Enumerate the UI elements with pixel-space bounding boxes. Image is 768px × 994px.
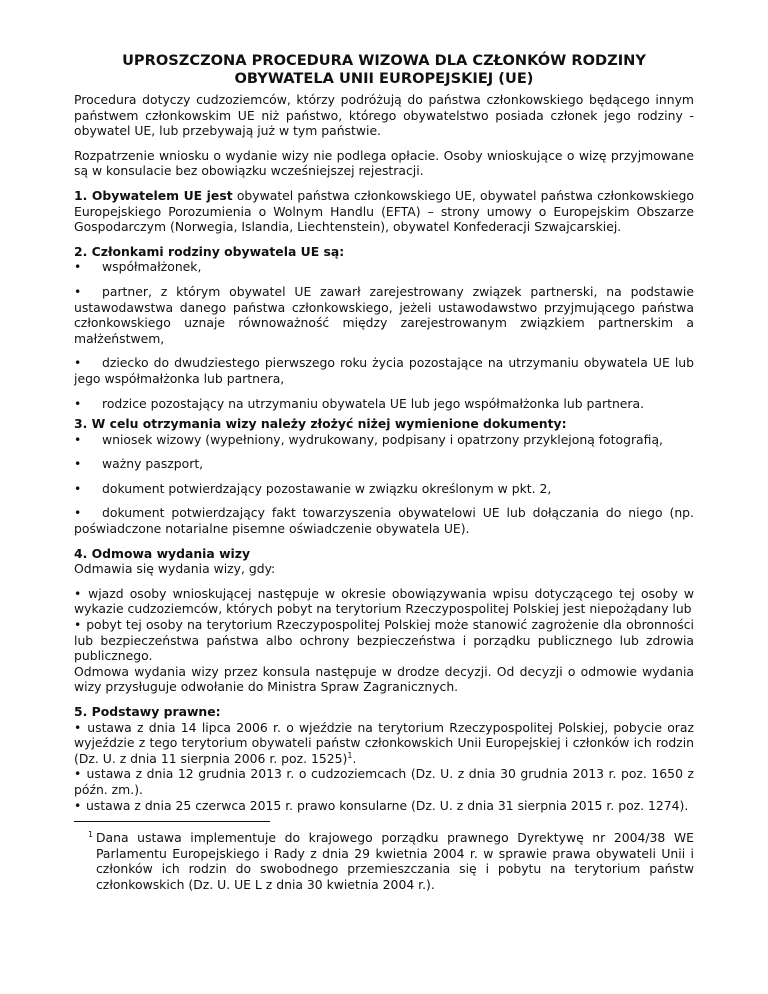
list-item-text: dokument potwierdzający fakt towarzyszenia obywatelowi UE lub dołączania do niego (np. poświadczone notarialne pisemne oświadczenie obywatela UE). xyxy=(74,505,694,537)
list-item xyxy=(74,766,694,797)
list-item xyxy=(74,284,694,346)
section-1-heading: 1. Obywatelem UE jest xyxy=(74,187,233,203)
list-item-text: pobyt tej osoby na terytorium Rzeczypospolitej Polskiej może stanowić zagrożenie dla obronności lub bezpieczeństwa państwa albo ochrony bezpieczeństwa i porządku publicznego lub zdrowia publicznego. xyxy=(74,617,694,664)
footnote-divider xyxy=(74,821,270,822)
footnote-text: Dana ustawa implementuje do krajowego porządku prawnego Dyrektywę nr 2004/38 WE Parlamentu Europejskiego i Rady z dnia 29 kwietnia 2004 r. w sprawie prawa obywateli Unii i członków ich rodzin do swobodnego przemieszczania się i pobytu na terytorium państw członkowskich (Dz. U. UE L z dnia 30 kwietnia 2004 r.). xyxy=(96,830,694,892)
title-line-2: OBYWATELA UNII EUROPEJSKIEJ (UE) xyxy=(234,70,534,87)
list-item xyxy=(74,481,694,497)
list-item-end: . xyxy=(352,750,357,766)
bullet-icon: • xyxy=(74,456,82,472)
title-line-1: UPROSZCZONA PROCEDURA WIZOWA DLA CZŁONKÓW RODZINY xyxy=(122,52,646,69)
bullet-icon: • xyxy=(74,617,82,633)
bullet-icon: • xyxy=(74,505,82,521)
section-5-heading: 5. Podstawy prawne: xyxy=(74,704,221,719)
list-item-text: dokument potwierdzający pozostawanie w związku określonym w pkt. 2, xyxy=(102,480,552,496)
list-item xyxy=(74,720,694,767)
list-item xyxy=(74,586,694,617)
bullet-icon: • xyxy=(74,766,82,782)
section-2-heading: 2. Członkami rodziny obywatela UE są: xyxy=(74,243,345,259)
bullet-icon: • xyxy=(74,395,82,411)
list-item-text: dziecko do dwudziestego pierwszego roku życia pozostające na utrzymaniu obywatela UE lub jego współmałżonka lub partnera, xyxy=(74,355,694,386)
page-title xyxy=(74,52,694,88)
list-item xyxy=(74,505,694,536)
bullet-icon: • xyxy=(74,480,82,496)
section-4-closing: Odmowa wydania wizy przez konsula następuje w drodze decyzji. Od decyzji o odmowie wydania wizy przysługuje odwołanie do Ministra Spraw Zagranicznych. xyxy=(74,663,694,695)
footnote-mark: 1 xyxy=(88,830,94,840)
list-item xyxy=(74,396,694,412)
list-item-text: rodzice pozostający na utrzymaniu obywatela UE lub jego współmałżonka lub partnera. xyxy=(102,395,645,411)
bullet-icon: • xyxy=(74,283,82,299)
list-item-text: ustawa z dnia 25 czerwca 2015 r. prawo konsularne (Dz. U. z dnia 31 sierpnia 2015 r. poz. 1274). xyxy=(85,797,689,813)
bullet-icon: • xyxy=(74,797,82,813)
bullet-icon: • xyxy=(74,355,82,371)
list-item-text: wjazd osoby wnioskującej następuje w okresie obowiązywania wpisu dotyczącego tej osoby w wykazie cudzoziemców, których pobyt na terytorium Rzeczypospolitej Polskiej jest niepożądany lub xyxy=(74,585,694,617)
list-item xyxy=(74,355,694,386)
section-1 xyxy=(74,188,694,235)
intro-paragraph-1: Procedura dotyczy cudzoziemców, którzy podróżują do państwa członkowskiego będącego innym państwem członkowskim UE niż państwo, którego obywatelstwo posiada członek jego rodziny -obywatel UE, lub przebywają już w tym państwie. xyxy=(74,92,694,139)
list-item xyxy=(74,259,694,275)
section-1-text: obywatel państwa członkowskiego UE, obywatel państwa członkowskiego Europejskiego Porozumienia o Wolnym Handlu (EFTA) – strony umowy o Europejskim Obszarze Gospodarczym (Norwegia, Islandia, Liechtenstein), obywatel Konfederacji Szwajcarskiej. xyxy=(74,187,694,235)
footnote xyxy=(74,830,694,892)
list-item xyxy=(74,432,694,448)
list-item-text: ważny paszport, xyxy=(102,456,204,472)
section-4-lead: Odmawia się wydania wizy, gdy: xyxy=(74,561,276,577)
list-item-text: partner, z którym obywatel UE zawarł zarejestrowany związek partnerski, na podstawie ustawodawstwa danego państwa członkowskiego, jeżeli ustawodawstwo przyjmującego państwa członkowskiego uznaje równoważność między zarejestrowanym związkiem partnerskim a małżeństwem, xyxy=(74,283,694,346)
bullet-icon: • xyxy=(74,431,82,447)
list-item-text: współmałżonek, xyxy=(102,259,202,275)
section-4-heading: 4. Odmowa wydania wizy xyxy=(74,545,251,561)
section-3-heading: 3. W celu otrzymania wizy należy złożyć niżej wymienione dokumenty: xyxy=(74,416,567,432)
list-item xyxy=(74,456,694,472)
list-item xyxy=(74,798,694,814)
list-item-text: ustawa z dnia 12 grudnia 2013 r. o cudzoziemcach (Dz. U. z dnia 30 grudnia 2013 r. poz. 1650 z późn. zm.). xyxy=(74,766,694,797)
list-item xyxy=(74,617,694,664)
list-item-text: wniosek wizowy (wypełniony, wydrukowany, podpisany i opatrzony przyklejoną fotografią, xyxy=(102,431,663,447)
bullet-icon: • xyxy=(74,719,82,735)
intro-paragraph-2: Rozpatrzenie wniosku o wydanie wizy nie podlega opłacie. Osoby wnioskujące o wizę przyjmowane są w konsulacie bez obowiązku wcześniejszej rejestracji. xyxy=(74,147,694,179)
footnote-reference[interactable]: 1 xyxy=(347,750,353,760)
list-item-text: ustawa z dnia 14 lipca 2006 r. o wjeździe na terytorium Rzeczypospolitej Polskiej, pobycie oraz wyjeździe z tego terytorium obywateli państw członkowskich Unii Europejskiej i członków ich rodzin (Dz. U. z dnia 11 sierpnia 2006 r. poz. 1525) xyxy=(74,719,694,766)
document-page xyxy=(74,52,694,893)
bullet-icon: • xyxy=(74,585,82,601)
bullet-icon: • xyxy=(74,259,82,275)
